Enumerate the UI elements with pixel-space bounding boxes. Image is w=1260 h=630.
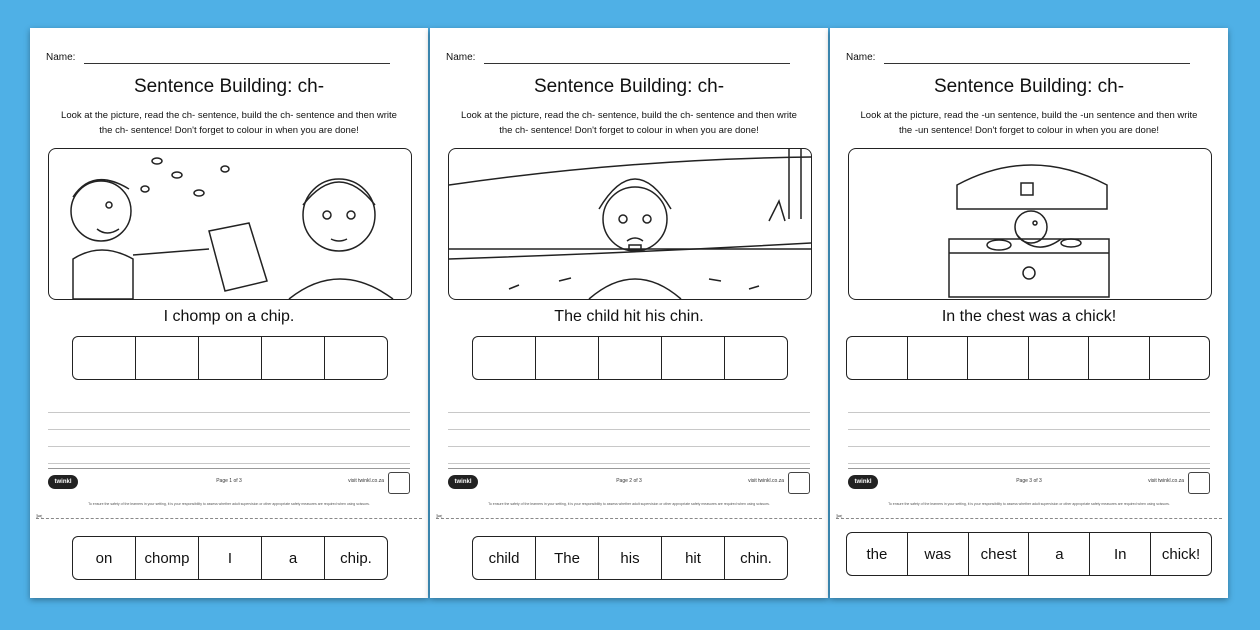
word-box[interactable] xyxy=(599,337,662,379)
sentence: The child hit his chin. xyxy=(554,308,704,325)
cut-line xyxy=(836,518,1222,519)
word-box[interactable] xyxy=(536,337,599,379)
scissors-icon: ✂ xyxy=(436,512,443,521)
word-box[interactable] xyxy=(262,337,325,379)
word-box[interactable] xyxy=(473,337,536,379)
worksheet-title: Sentence Building: ch- xyxy=(133,76,325,97)
word-box[interactable] xyxy=(908,337,969,379)
footer xyxy=(48,468,410,495)
word-box[interactable] xyxy=(1029,337,1090,379)
name-line xyxy=(484,63,790,64)
writing-lines[interactable] xyxy=(848,396,1210,464)
word-tile[interactable]: In xyxy=(1090,533,1151,575)
cut-line xyxy=(436,518,822,519)
word-tile[interactable]: chin. xyxy=(740,549,772,567)
scissors-icon: ✂ xyxy=(36,512,43,521)
word-box[interactable] xyxy=(968,337,1029,379)
child-hit-chin-illustration xyxy=(449,149,811,299)
word-tiles xyxy=(472,536,788,580)
illustration-chin xyxy=(448,148,812,300)
site-url: visit twinkl.co.za xyxy=(348,478,384,484)
word-tile[interactable]: hit xyxy=(662,537,725,579)
word-tile[interactable]: the xyxy=(847,533,908,575)
word-tile[interactable]: his xyxy=(599,537,662,579)
word-boxes[interactable] xyxy=(472,336,788,380)
word-tile[interactable]: child xyxy=(473,537,536,579)
word-tile[interactable]: I xyxy=(199,537,262,579)
word-box[interactable] xyxy=(199,337,262,379)
word-tile[interactable]: chest xyxy=(969,533,1030,575)
brand-logo: twinkl xyxy=(848,475,878,489)
worksheet-2 xyxy=(430,28,828,598)
sentence: I chomp on a chip. xyxy=(163,308,295,325)
word-box[interactable] xyxy=(1150,337,1210,379)
word-box[interactable] xyxy=(325,337,387,379)
name-label: Name: xyxy=(846,52,876,63)
instructions: Look at the picture, read the -un sentence, build the -un sentence and then write the -un sentence! Don't forget to colour in when you are done! xyxy=(860,110,1198,136)
word-tile[interactable]: a xyxy=(262,537,325,579)
footer xyxy=(848,468,1210,495)
scissors-icon: ✂ xyxy=(836,512,843,521)
word-tile[interactable]: chomp xyxy=(136,537,199,579)
word-tiles xyxy=(846,532,1212,576)
word-tile[interactable]: chick! xyxy=(1161,545,1201,563)
word-boxes[interactable] xyxy=(72,336,388,380)
page-number: Page 1 of 3 xyxy=(216,478,242,484)
footer xyxy=(448,468,810,495)
quality-badge-icon xyxy=(1188,472,1210,494)
word-tile[interactable]: chip. xyxy=(340,549,372,567)
word-tile[interactable]: a xyxy=(1029,533,1090,575)
word-box[interactable] xyxy=(73,337,136,379)
name-line xyxy=(84,63,390,64)
writing-lines[interactable] xyxy=(448,396,810,464)
safety-note: To ensure the safety of the learners in your setting, it is your responsibility to assess whether adult supervision or other appropriate safety measures are required when using scissors. xyxy=(88,502,370,506)
name-label: Name: xyxy=(46,52,76,63)
word-box[interactable] xyxy=(662,337,725,379)
illustration-chip xyxy=(48,148,412,300)
sentence: In the chest was a chick! xyxy=(941,308,1117,325)
writing-lines[interactable] xyxy=(48,396,410,464)
word-tile[interactable]: was xyxy=(908,533,969,575)
word-box[interactable] xyxy=(1089,337,1150,379)
name-line xyxy=(884,63,1190,64)
safety-note: To ensure the safety of the learners in your setting, it is your responsibility to assess whether adult supervision or other appropriate safety measures are required when using scissors. xyxy=(488,502,770,506)
page-number: Page 2 of 3 xyxy=(616,478,642,484)
chick-in-chest-illustration xyxy=(849,149,1211,299)
word-tile[interactable]: on xyxy=(73,537,136,579)
instructions: Look at the picture, read the ch- sentence, build the ch- sentence and then write the ch- sentence! Don't forget to colour in when you are done! xyxy=(461,110,797,136)
word-box[interactable] xyxy=(136,337,199,379)
boy-eating-chips-illustration xyxy=(49,149,411,299)
word-boxes[interactable] xyxy=(846,336,1210,380)
word-tiles xyxy=(72,536,388,580)
quality-badge-icon xyxy=(788,472,810,494)
worksheet-title: Sentence Building: ch- xyxy=(933,76,1125,97)
site-url: visit twinkl.co.za xyxy=(1148,478,1184,484)
cut-line xyxy=(36,518,422,519)
brand-logo: twinkl xyxy=(448,475,478,489)
worksheet-1 xyxy=(30,28,428,598)
page-number: Page 3 of 3 xyxy=(1016,478,1042,484)
instructions: Look at the picture, read the ch- sentence, build the ch- sentence and then write the ch- sentence! Don't forget to colour in when you are done! xyxy=(61,110,397,136)
worksheet-3 xyxy=(830,28,1228,598)
word-box[interactable] xyxy=(847,337,908,379)
word-box[interactable] xyxy=(725,337,787,379)
illustration-chest xyxy=(848,148,1212,300)
site-url: visit twinkl.co.za xyxy=(748,478,784,484)
brand-logo: twinkl xyxy=(48,475,78,489)
quality-badge-icon xyxy=(388,472,410,494)
safety-note: To ensure the safety of the learners in your setting, it is your responsibility to assess whether adult supervision or other appropriate safety measures are required when using scissors. xyxy=(888,502,1170,506)
name-label: Name: xyxy=(446,52,476,63)
worksheet-title: Sentence Building: ch- xyxy=(533,76,725,97)
word-tile[interactable]: The xyxy=(536,537,599,579)
